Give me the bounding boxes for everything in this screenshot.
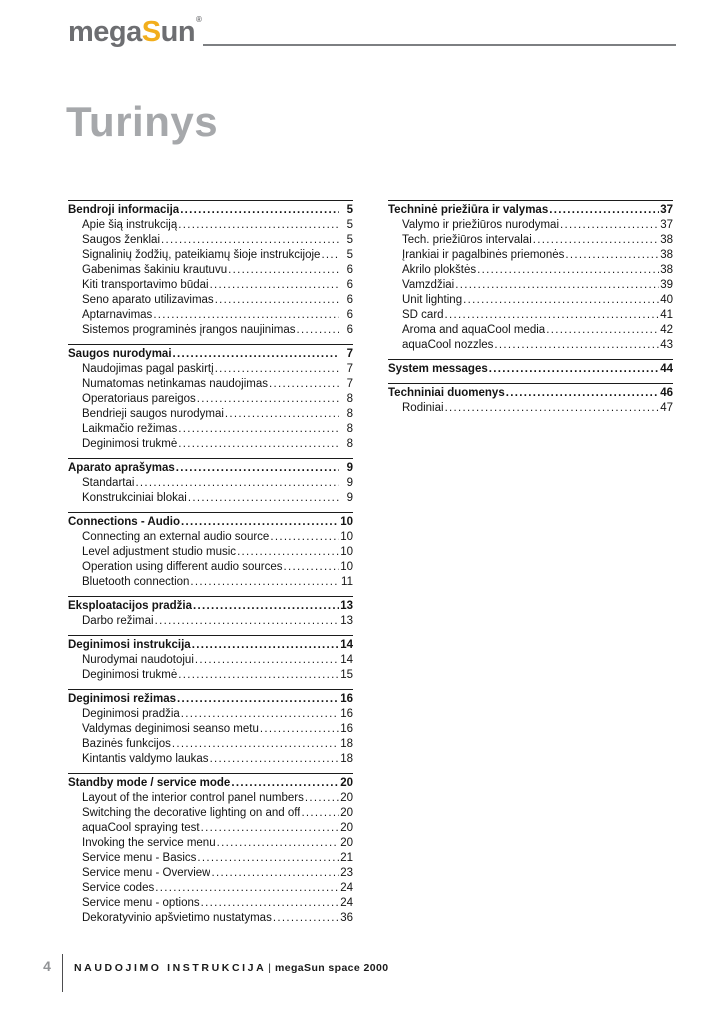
entry-page-number: 42: [660, 324, 673, 336]
toc-section: [388, 359, 673, 377]
entry-page-number: 20: [340, 822, 353, 834]
toc-entry: [68, 575, 353, 590]
dot-leader: [445, 308, 659, 323]
section-title: Deginimosi režimas: [68, 693, 177, 705]
entry-page-number: 6: [346, 309, 353, 321]
toc-entry: [68, 836, 353, 851]
entry-page-number: 38: [660, 249, 673, 261]
entry-page-number: 5: [346, 234, 353, 246]
footer-doc-label: NAUDOJIMO INSTRUKCIJA: [74, 962, 267, 974]
dot-leader: [192, 638, 339, 653]
entry-page-number: 20: [340, 837, 353, 849]
entry-label: Connecting an external audio source: [82, 531, 270, 543]
toc-entry: [68, 248, 353, 263]
dot-leader: [237, 545, 339, 560]
entry-label: Level adjustment studio music: [82, 546, 237, 558]
logo-accent-s: S: [141, 16, 161, 48]
toc-section: [68, 689, 353, 767]
dot-leader: [153, 308, 339, 323]
entry-page-number: 41: [660, 309, 673, 321]
toc-entry: [68, 407, 353, 422]
entry-page-number: 8: [346, 423, 353, 435]
entry-label: Aroma and aquaCool media: [402, 324, 546, 336]
toc-entry: [68, 806, 353, 821]
dot-leader: [228, 263, 339, 278]
entry-label: Naudojimas pagal paskirtį: [82, 363, 214, 375]
toc-entry: [68, 560, 353, 575]
dot-leader: [489, 362, 659, 377]
entry-page-number: 11: [341, 576, 353, 588]
toc-section-heading: [68, 203, 353, 218]
dot-leader: [445, 401, 659, 416]
toc-right-column: [388, 200, 673, 932]
entry-page-number: 16: [340, 723, 353, 735]
section-title: Techniniai duomenys: [388, 387, 505, 399]
entry-label: Signalinių žodžių, pateikiamų šioje instrukcijoje: [82, 249, 321, 261]
entry-label: Bluetooth connection: [82, 576, 190, 588]
entry-label: Valymo ir priežiūros nurodymai: [402, 219, 560, 231]
entry-page-number: 8: [346, 393, 353, 405]
toc-entry: [68, 752, 353, 767]
toc-section-heading: [68, 515, 353, 530]
toc-entry: [68, 791, 353, 806]
entry-page-number: 36: [340, 912, 353, 924]
dot-leader: [201, 896, 339, 911]
toc-section: [68, 344, 353, 452]
toc-entry: [68, 545, 353, 560]
entry-page-number: 47: [660, 402, 673, 414]
dot-leader: [210, 278, 339, 293]
entry-label: Apie šią instrukciją: [82, 219, 178, 231]
entry-label: Gabenimas šakiniu krautuvu: [82, 264, 228, 276]
dot-leader: [215, 293, 339, 308]
entry-label: Switching the decorative lighting on and off: [82, 807, 301, 819]
dot-leader: [177, 692, 339, 707]
entry-page-number: 20: [340, 807, 353, 819]
section-page-number: 44: [660, 363, 673, 375]
section-page-number: 10: [340, 516, 353, 528]
entry-page-number: 9: [346, 477, 353, 489]
toc-entry: [68, 821, 353, 836]
section-title: Standby mode / service mode: [68, 777, 231, 789]
section-page-number: 7: [346, 348, 353, 360]
toc-entry: [68, 896, 353, 911]
entry-page-number: 9: [346, 492, 353, 504]
toc-entry: [68, 476, 353, 491]
toc-entry: [68, 851, 353, 866]
toc-entry: [388, 293, 673, 308]
entry-label: Saugos ženklai: [82, 234, 160, 246]
entry-label: Įrankiai ir pagalbinės priemonės: [402, 249, 565, 261]
toc-entry: [68, 392, 353, 407]
entry-label: aquaCool spraying test: [82, 822, 200, 834]
toc-entry: [68, 422, 353, 437]
toc-entry: [388, 263, 673, 278]
dot-leader: [176, 461, 339, 476]
dot-leader: [270, 530, 339, 545]
entry-label: Aptarnavimas: [82, 309, 153, 321]
dot-leader: [477, 263, 659, 278]
section-page-number: 13: [340, 600, 353, 612]
entry-page-number: 38: [660, 264, 673, 276]
entry-label: Dekoratyvinio apšvietimo nustatymas: [82, 912, 272, 924]
entry-label: Service menu - Basics: [82, 852, 197, 864]
dot-leader: [463, 293, 659, 308]
entry-page-number: 13: [340, 615, 353, 627]
entry-label: Deginimosi trukmė: [82, 438, 178, 450]
toc-entry: [68, 866, 353, 881]
dot-leader: [506, 386, 659, 401]
megasun-logo: [68, 15, 202, 48]
entry-label: SD card: [402, 309, 444, 321]
dot-leader: [231, 776, 339, 791]
entry-page-number: 39: [660, 279, 673, 291]
entry-label: Deginimosi trukmė: [82, 669, 178, 681]
toc-entry: [388, 248, 673, 263]
toc-entry: [68, 653, 353, 668]
toc-entry: [68, 722, 353, 737]
entry-label: Kintantis valdymo laukas: [82, 753, 209, 765]
dot-leader: [565, 248, 659, 263]
dot-leader: [181, 515, 339, 530]
toc-section-heading: [68, 776, 353, 791]
entry-page-number: 7: [346, 378, 353, 390]
dot-leader: [188, 491, 339, 506]
entry-label: Operatoriaus pareigos: [82, 393, 196, 405]
page-title: Turinys: [66, 98, 219, 145]
dot-leader: [161, 233, 339, 248]
toc-section: [68, 635, 353, 683]
registered-mark-icon: ®: [196, 15, 202, 24]
dot-leader: [155, 614, 339, 629]
entry-label: Laikmačio režimas: [82, 423, 178, 435]
entry-page-number: 23: [340, 867, 353, 879]
toc-section: [388, 200, 673, 353]
entry-page-number: 14: [340, 654, 353, 666]
entry-label: Numatomas netinkamas naudojimas: [82, 378, 269, 390]
dot-leader: [180, 203, 339, 218]
entry-label: Seno aparato utilizavimas: [82, 294, 214, 306]
toc-entry: [68, 278, 353, 293]
section-page-number: 37: [660, 204, 673, 216]
entry-label: Akrilo plokštės: [402, 264, 477, 276]
dot-leader: [178, 422, 339, 437]
toc-section-heading: [68, 692, 353, 707]
toc-left-column: [68, 200, 353, 932]
section-page-number: 9: [346, 462, 353, 474]
toc-entry: [388, 278, 673, 293]
entry-page-number: 5: [346, 219, 353, 231]
dot-leader: [173, 347, 339, 362]
entry-page-number: 10: [340, 561, 353, 573]
page-footer: [0, 954, 724, 994]
entry-page-number: 6: [346, 264, 353, 276]
entry-label: Sistemos programinės įrangos naujinimas: [82, 324, 296, 336]
entry-label: Unit lighting: [402, 294, 463, 306]
dot-leader: [455, 278, 659, 293]
entry-page-number: 20: [340, 792, 353, 804]
section-title: Eksploatacijos pradžia: [68, 600, 192, 612]
dot-leader: [217, 836, 339, 851]
entry-page-number: 18: [340, 738, 353, 750]
section-page-number: 16: [340, 693, 353, 705]
dot-leader: [305, 791, 339, 806]
logo-text-un: un: [160, 16, 196, 48]
dot-leader: [210, 752, 339, 767]
dot-leader: [178, 668, 339, 683]
table-of-contents: [68, 200, 673, 932]
entry-page-number: 8: [346, 408, 353, 420]
dot-leader: [284, 560, 339, 575]
entry-page-number: 6: [346, 279, 353, 291]
section-page-number: 20: [340, 777, 353, 789]
toc-section-heading: [388, 362, 673, 377]
entry-label: Standartai: [82, 477, 135, 489]
entry-label: Nurodymai naudotojui: [82, 654, 194, 666]
dot-leader: [321, 248, 339, 263]
entry-page-number: 5: [346, 249, 353, 261]
toc-entry: [68, 881, 353, 896]
dot-leader: [494, 338, 659, 353]
toc-entry: [388, 401, 673, 416]
dot-leader: [155, 881, 339, 896]
entry-label: Layout of the interior control panel numbers: [82, 792, 304, 804]
dot-leader: [195, 653, 339, 668]
entry-page-number: 37: [660, 219, 673, 231]
toc-section: [68, 458, 353, 506]
dot-leader: [201, 821, 339, 836]
entry-page-number: 6: [346, 324, 353, 336]
dot-leader: [301, 806, 339, 821]
toc-entry: [388, 233, 673, 248]
dot-leader: [190, 575, 339, 590]
toc-entry: [68, 323, 353, 338]
toc-entry: [68, 293, 353, 308]
dot-leader: [181, 707, 339, 722]
dot-leader: [193, 599, 339, 614]
entry-label: Bendrieji saugos nurodymai: [82, 408, 224, 420]
entry-label: Valdymas deginimosi seanso metu: [82, 723, 259, 735]
entry-page-number: 24: [340, 897, 353, 909]
toc-entry: [68, 668, 353, 683]
footer-doc-title: [74, 962, 388, 974]
toc-entry: [68, 491, 353, 506]
toc-section: [68, 512, 353, 590]
dot-leader: [269, 377, 339, 392]
section-title: Deginimosi instrukcija: [68, 639, 191, 651]
toc-section-heading: [388, 203, 673, 218]
section-page-number: 14: [340, 639, 353, 651]
toc-entry: [68, 911, 353, 926]
toc-section-heading: [68, 638, 353, 653]
dot-leader: [215, 362, 339, 377]
dot-leader: [178, 218, 339, 233]
entry-label: Service menu - options: [82, 897, 200, 909]
toc-entry: [68, 530, 353, 545]
toc-entry: [68, 614, 353, 629]
entry-label: Service codes: [82, 882, 155, 894]
toc-entry: [68, 362, 353, 377]
page-header: [68, 15, 676, 48]
section-title: Aparato aprašymas: [68, 462, 175, 474]
entry-page-number: 16: [340, 708, 353, 720]
header-rule: [203, 44, 676, 46]
section-title: Bendroji informacija: [68, 204, 180, 216]
page-number: 4: [43, 958, 51, 974]
entry-label: Bazinės funkcijos: [82, 738, 171, 750]
entry-page-number: 43: [660, 339, 673, 351]
toc-section-heading: [388, 386, 673, 401]
toc-entry: [388, 308, 673, 323]
toc-section-heading: [68, 599, 353, 614]
entry-label: Service menu - Overview: [82, 867, 211, 879]
section-page-number: 5: [346, 204, 353, 216]
toc-section: [68, 200, 353, 338]
section-title: Techninė priežiūra ir valymas: [388, 204, 549, 216]
dot-leader: [172, 737, 339, 752]
entry-page-number: 38: [660, 234, 673, 246]
footer-separator: |: [268, 962, 272, 974]
section-title: System messages: [388, 363, 488, 375]
entry-label: Darbo režimai: [82, 615, 154, 627]
entry-label: Invoking the service menu: [82, 837, 216, 849]
dot-leader: [197, 851, 339, 866]
toc-entry: [68, 707, 353, 722]
toc-section-heading: [68, 461, 353, 476]
entry-label: Tech. priežiūros intervalai: [402, 234, 532, 246]
dot-leader: [260, 722, 339, 737]
dot-leader: [197, 392, 339, 407]
dot-leader: [546, 323, 659, 338]
toc-section: [388, 383, 673, 416]
toc-section: [68, 773, 353, 926]
entry-page-number: 40: [660, 294, 673, 306]
entry-label: Kiti transportavimo būdai: [82, 279, 209, 291]
section-title: Saugos nurodymai: [68, 348, 172, 360]
section-page-number: 46: [660, 387, 673, 399]
dot-leader: [273, 911, 339, 926]
dot-leader: [211, 866, 339, 881]
dot-leader: [549, 203, 659, 218]
footer-divider: [62, 954, 63, 992]
entry-page-number: 10: [340, 546, 353, 558]
toc-entry: [68, 263, 353, 278]
toc-entry: [388, 338, 673, 353]
dot-leader: [225, 407, 339, 422]
entry-page-number: 24: [340, 882, 353, 894]
toc-entry: [68, 218, 353, 233]
toc-entry: [68, 233, 353, 248]
toc-entry: [388, 323, 673, 338]
entry-label: Konstrukciniai blokai: [82, 492, 187, 504]
dot-leader: [178, 437, 339, 452]
entry-page-number: 21: [340, 852, 353, 864]
entry-label: Operation using different audio sources: [82, 561, 283, 573]
toc-entry: [68, 737, 353, 752]
toc-section: [68, 596, 353, 629]
dot-leader: [533, 233, 659, 248]
dot-leader: [297, 323, 340, 338]
entry-label: Rodiniai: [402, 402, 444, 414]
toc-entry: [68, 377, 353, 392]
toc-entry: [388, 218, 673, 233]
entry-label: Vamzdžiai: [402, 279, 455, 291]
dot-leader: [135, 476, 339, 491]
entry-page-number: 6: [346, 294, 353, 306]
toc-section-heading: [68, 347, 353, 362]
entry-page-number: 18: [340, 753, 353, 765]
entry-label: aquaCool nozzles: [402, 339, 494, 351]
entry-page-number: 7: [346, 363, 353, 375]
entry-page-number: 10: [340, 531, 353, 543]
dot-leader: [560, 218, 659, 233]
entry-label: Deginimosi pradžia: [82, 708, 180, 720]
toc-entry: [68, 437, 353, 452]
section-title: Connections - Audio: [68, 516, 181, 528]
toc-entry: [68, 308, 353, 323]
entry-page-number: 8: [346, 438, 353, 450]
footer-doc-name: megaSun space 2000: [275, 962, 389, 974]
entry-page-number: 15: [340, 669, 353, 681]
logo-text-mega: mega: [68, 16, 142, 48]
